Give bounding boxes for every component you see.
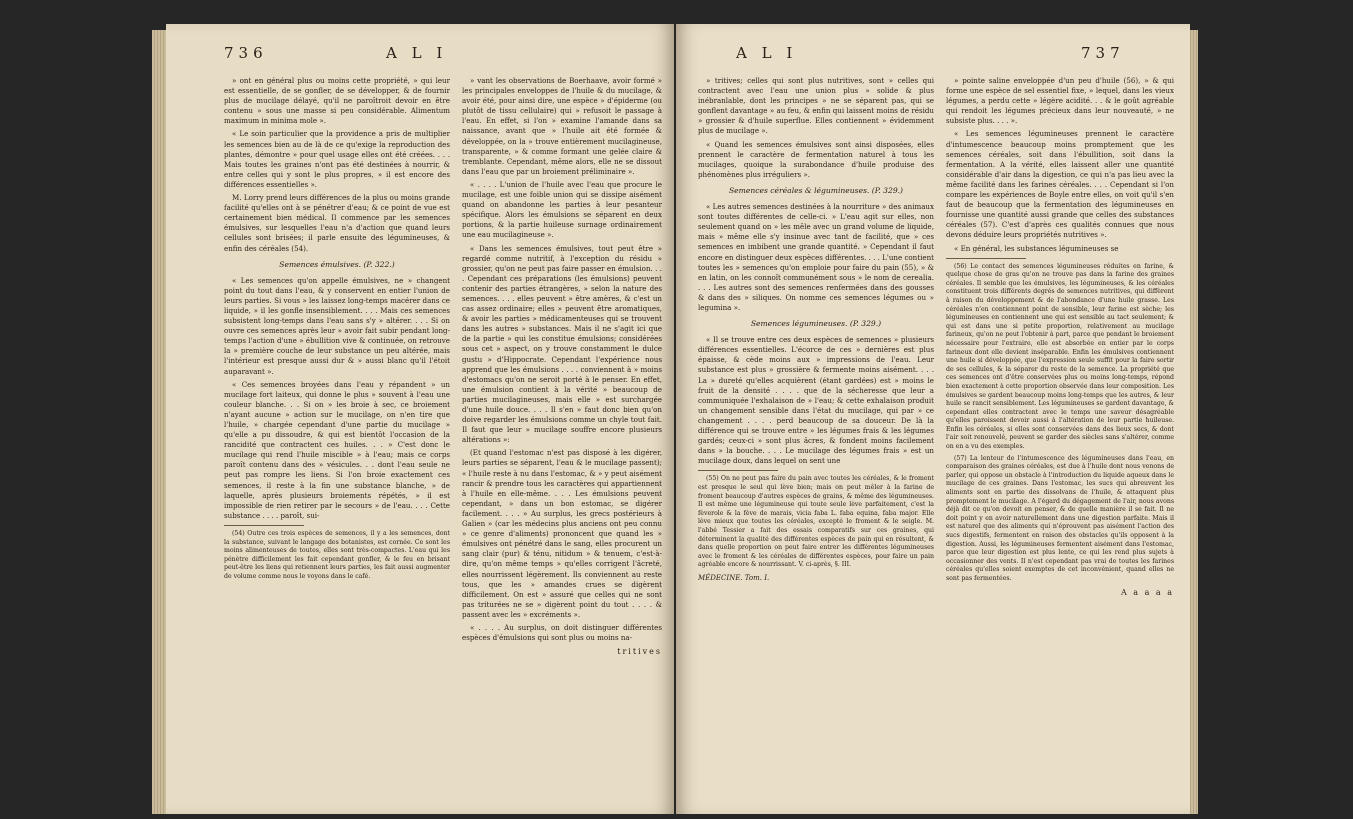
footnote: (55) On ne peut pas faire du pain avec toutes les céréales, & le froment est presque le seul qui lève bien; mais on peut mêler à la farine de froment beaucoup d'autres espèces de grains, & même des légumineuses. Il est même une légumineuse qui toute seule lève parfaitement, c'est la fèverole & la fève de marais, vicia faba L. faba equina, faba major. Elle lève mieux que toutes les céréales, excepté le froment & le seigle. M. l'abbé Tessier a fait des essais comparatifs sur ces graines, qui déterminent la qualité des différentes espèces de pain qui en résultent, & dans quelle proportion on peut faire entrer les différentes légumineuses avec le froment & les céréales de différentes espèces, pour faire un pain agréable encore & nourrissant. V. ci-après, §. III. bbox=[698, 475, 934, 569]
paragraph: « Les autres semences destinées à la nourriture » des animaux sont toutes différentes de celle-ci. » L'eau agit sur elles, non seulement quand on » les mêle avec un grand volume de liquide, mais » même elle s'y insinue avec tant de facilité, que » ces semences en imbibent une grande quantité. » Cependant il faut encore en distinguer deux espèces différentes. . . . L'une contient toutes les » semences qu'on emploie pour faire du pain (55), » & en latin, on les connoît communément sous » le nom de cerealia. . . . Les autres sont des semences renfermées dans des gousses & dans des » siliques. On nomme ces semences légumes ou » legumina ». bbox=[698, 202, 934, 312]
right-page bbox=[676, 24, 1190, 814]
paragraph: » pointe saline enveloppée d'un peu d'huile (56), » & qui forme une espèce de sel essentiel fixe, » lequel, dans les vieux légumes, a perdu cette » légère acidité. . . & le goût agréable qui rendoit les légumes précieux dans leur nouveauté, » ne subsiste plus. . . . ». bbox=[946, 76, 1174, 126]
footnote-rule bbox=[224, 525, 304, 526]
footnote: (56) Le contact des semences légumineuses réduites en farine, & quelque chose de gras qu'on ne trouve pas dans la farine des graines céréales. Il semble que les émulsives, les légumineuses, & les céréales constituent trois différents degrés de semences nutritives, qui diffèrent à raison du développement & de l'abondance d'une huile grasse. Les céréales n'en contiennent point de sensible, leur farine est sèche; les légumineuses en contiennent une qui est sensible au tact seulement; & qui est dans une si petite proportion, relativement au mucilage farineux, qu'on ne peut l'obtenir à part, parce que pendant le broiement nécessaire pour l'extraire, elle est absorbée en entier par le corps farineux dont elle devient inséparable. Enfin les émulsives contiennent une huile si développée, que l'expression seule suffit pour la faire sortir de ses cellules, & la séparer du reste de la semence. La propriété que ces semences ont d'être conservées plus ou moins long-temps, répond bien exactement à cette proportion observée dans leur composition. Les émulsives se gardent beaucoup moins long-temps que les autres, & leur huile se rancit sensiblement. Les légumineuses se gardent davantage, & cependant elles contractent avec le temps une saveur désagréable qu'elles paroissent devoir aussi à l'altération de leur partie huileuse. Enfin les céréales, si elles sont conservées dans des lieux secs, & dont l'air soit renouvelé, peuvent se garder des siècles sans s'altérer, comme on en a vu des exemples. bbox=[946, 262, 1174, 451]
paragraph: « Ces semences broyées dans l'eau y répandent » un mucilage fort laiteux, qui donne le plus » souvent à l'eau une couleur blanche. . . Si on » les broie à sec, ce broiement n'ayant aucune » action sur le mucilage, on n'en tire que l'huile, » chargée cependant d'une partie du mucilage » qu'elle a pu dissoudre, & qui est bientôt l'occasion de la rancidité que contractent ces huiles. . . » C'est donc le mucilage qui rend l'huile miscible » à l'eau; mais ce corps paroît contenu dans des » vésicules. . . dont l'eau seule ne peut pas rompre les liens. Si l'on broie exactement ces semences, il reste à la fin une substance blanche, » de laquelle, après plusieurs broiements répétés, » il est impossible de rien retirer par le secours » de l'eau. . . . Cette substance . . . . paroît, sui- bbox=[224, 379, 450, 520]
right-column-1 bbox=[698, 76, 934, 583]
paragraph: « En général, les substances légumineuses se bbox=[954, 243, 1119, 253]
left-column-1 bbox=[224, 76, 450, 585]
section-heading: Semences légumineuses. (P. 329.) bbox=[750, 319, 882, 329]
paragraph: (Et quand l'estomac n'est pas disposé à les digérer, leurs parties se séparent, l'eau & le mucilage passent); « l'huile reste à nu dans l'estomac, & » y peut aisément rancir & prendre tous les caractères qui appartiennent à l'huile en elle-même. . . . Les émulsions peuvent cependant, » dans un bon estomac, se digérer facilement. . . . » Au surplus, les grecs postérieurs à Galien » (car les médecins plus anciens ont peu connu » ce genre d'aliments) prononcent que quand les » émulsives ont pénétré dans le sang, elles procurent un sang clair (pur) & ténu, nitidum » & tenuem, c'est-à-dire, qu'on même temps » qu'elles corrigent l'âcreté, elles nourrissent légèrement. Ils conviennent au reste tous, que les » amandes crues se digèrent difficilement. On est » assuré que celles qui ne sont pas triturées ne se » digèrent point du tout . . . . & passent avec les » excréments ». bbox=[462, 448, 662, 619]
paragraph: « . . . . L'union de l'huile avec l'eau que procure le mucilage, est une foible union qui se dissipe aisément quand on abandonne les parties à leur pesanteur spécifique. Alors les émulsions se séparent en deux portions, & la partie huileuse surnage ordinairement une eau mucilagineuse ». bbox=[462, 179, 662, 240]
right-page-number: 737 bbox=[1081, 44, 1125, 62]
signature-mark: A a a a a bbox=[1120, 587, 1174, 597]
paragraph: » vant les observations de Boerhaave, avoir formé » les principales enveloppes de l'huile & du mucilage, & avoir été, pour ainsi dire, une espèce » d'épiderme (ou plutôt de tissu cellulaire) qui » refusoit le passage à l'eau. En effet, si l'on » examine l'amande dans sa naissance, avant que » l'huile ait été formée & développée, on la » trouve entièrement mucilagineuse, transparente, » & comme formant une gelée claire & tremblante. Cependant, même alors, elle ne se dissout dans l'eau que par un broiement préliminaire ». bbox=[462, 76, 662, 176]
paragraph: « Les semences qu'on appelle émulsives, ne » changent point du tout dans l'eau, & y conservent en entier l'union de leurs parties. Si vous » les laissez long-temps macérer dans ce liquide, » il les gonfle insensiblement. . . . Mais ces semences subsistent long-temps dans l'eau sans s'y » altérer. . . . Si on ouvre ces semences après leur » avoir fait subir pendant long-temps l'action d'une » ébullition vive & continuée, on retrouve la » première couche de leur substance un peu altérée, mais l'intérieur est presque aussi dur & » aussi blanc qu'il l'étoit auparavant ». bbox=[224, 275, 450, 376]
footnote: (54) Outre ces trois espèces de semences, il y a les semences, dont la substance, suivant le langage des botanistes, est cornée. Ce sont les moins alimenteuses de toutes, elles sont très-compactes. L'eau qui les pénètre difficilement les fait cependant gonfler, & le feu en brisant peut-être les liens qui retiennent leurs parties, les fait aussi augmenter de volume comme nous le voyons dans le café. bbox=[224, 529, 450, 580]
paragraph: « Dans les semences émulsives, tout peut être » regardé comme nutritif, à l'exception du résidu » grossier, qu'on ne peut pas faire passer en émulsion. . . . Cependant ces préparations (les émulsions) peuvent contenir des parties étrangères, » selon la nature des semences. . . . elles peuvent » être amères, & c'est un cas assez ordinaire; elles » peuvent être aromatiques, & avoir les parties » médicamenteuses qui se trouvent dans les autres » substances. Mais il ne s'agit ici que de la partie » qui les constitue émulsions; considérées sous cet » aspect, on y trouve constamment le dulce gustu » d'Hippocrate. Cependant l'expérience nous apprend que les émulsions . . . . conviennent à » moins d'estomacs qu'on ne seroit porté à le penser. En effet, une émulsion contient à la vérité » beaucoup de parties mucilagineuses, mais elle » est surchargée d'une huile douce. . . . Il s'en » faut donc bien qu'on doive regarder les émulsions comme un chyle tout fait. Il faut que leur » mucilage souffre encore plusieurs altérations »: bbox=[462, 243, 662, 445]
left-running-head: A L I bbox=[386, 44, 448, 62]
paragraph: « . . . . Au surplus, on doit distinguer différentes espèces d'émulsions qui sont plus ou moins na- bbox=[462, 622, 662, 643]
right-running-head: A L I bbox=[736, 44, 798, 62]
paragraph: « Quand les semences émulsives sont ainsi disposées, elles prennent le caractère de fermentation naturel à tous les mucilages, quoique la surabondance d'huile produise des phénomènes plus irréguliers ». bbox=[698, 139, 934, 179]
left-column-2 bbox=[462, 76, 662, 657]
paragraph: « Le soin particulier que la providence a pris de multiplier les semences bien au de là de ce qu'exige la reproduction des plantes, démontre » pour quel usage elles ont été créées. . . . Mais toutes les graines n'ont pas été destinées à nourrir, & entre celles qui y sont le plus propres, » il est encore des différences essentielles ». bbox=[224, 129, 450, 189]
paragraph: » ont en général plus ou moins cette propriété, » qui leur est essentielle, de se gonfler, de se développer, & de fournir plus de mucilage délayé, qu'il ne paroîtroit devoir en être contenu » sous une masse si peu considérable. Alimentum maximum in minima mole ». bbox=[224, 76, 450, 126]
section-heading: Semences émulsives. (P. 322.) bbox=[279, 259, 395, 269]
left-page-number: 736 bbox=[224, 44, 268, 62]
footnote-rule bbox=[946, 258, 1026, 259]
paragraph: « Il se trouve entre ces deux espèces de semences » plusieurs différences essentielles. L'écorce de ces » dernières est plus épaisse, & cède moins aux » impressions de l'eau. Leur substance est plus » grossière & fermente moins aisément. . . . La » dureté qu'elles acquièrent (étant gardées) est » moins le fruit de la densité . . . . que de la sécheresse que leur a communiquée l'exhalaison de » l'eau; & cette exhalaison produit un changement sensible dans l'état du mucilage, qui par » ce changement . . . . perd beaucoup de sa douceur. De là la différence qui se trouve entre » les légumes frais & les légumes gardés; ceux-ci » sont plus âcres, & fondent moins facilement dans » la bouche. . . . Le mucilage des légumes frais » est un mucilage doux, dans lequel on sent une bbox=[698, 335, 934, 466]
paragraph: M. Lorry prend leurs différences de la plus ou moins grande facilité qu'elles ont à se pénétrer d'eau; & ce point de vue est certainement bien médical. Il commence par les semences émulsives, sur lesquelles l'eau n'a d'action que quand leurs cellules sont brisées; il parle ensuite des légumineuses, & enfin des céréales (54). bbox=[224, 193, 450, 253]
paragraph: » tritives; celles qui sont plus nutritives, sont » celles qui contractent avec l'eau une union plus » solide & plus inébranlable, dont les principes » ne se séparent pas, qui se gonflent davantage » au feu, & enfin qui laissent moins de résidu » grossier & d'huile superflue. Elles contiennent » évidemment plus de mucilage ». bbox=[698, 76, 934, 136]
catchword: tritives bbox=[617, 647, 662, 657]
footnote-rule bbox=[698, 470, 778, 471]
footnote: (57) La lenteur de l'intumescence des légumineuses dans l'eau, en comparaison des graines céréales, est due à l'huile dont nous venons de parler, qui oppose un obstacle à l'introduction du liquide aqueux dans le mucilage de ces graines. Dans l'estomac, les sucs qui abreuvent les aliments sont en partie des dissolvans de l'huile, & attaquent plus promptement le mucilage. A l'égard du dégagement de l'air, nous avons déjà dit ce qu'on devoit en penser, & de quelle manière il se fait. Il ne doit point y en avoir naturellement dans une digestion parfaite. Mais il est naturel que des aliments qui n'éprouvent pas aisément l'action des sucs digestifs, fermentent en raison des obstacles qu'ils opposent à la digestion. Aussi, les légumineuses fermentent aisément dans l'estomac, parce que leur digestion est plus lente, ce qui les rend plus sujets à occasionner des vents. Il n'est cependant pas vrai de toutes les farines céréales qu'elles soient exemptes de cet inconvénient, quand elles ne sont pas fermentées. bbox=[946, 454, 1174, 582]
signature-line: MÉDECINE. Tom. I. bbox=[698, 573, 770, 582]
section-heading: Semences céréales & légumineuses. (P. 329.) bbox=[728, 185, 904, 195]
paragraph: « Les semences légumineuses prennent le caractère d'intumescence beaucoup moins promptement que les semences céréales, soit dans l'ébullition, soit dans la fermentation. A la vérité, elles laissent aller une quantité considérable d'air dans la digestion, ce qui n'a pas lieu avec la même facilité dans les farines céréales. . . . Cependant si l'on compare les expériences de Boyle entre elles, on voit qu'il s'en faut de beaucoup que la fermentation des légumineuses en fournisse une quantité aussi grande que celles des substances céréales (57). C'est d'après ces qualités connues que nous devons déduire leurs propriétés nutritives ». bbox=[946, 129, 1174, 240]
right-column-2 bbox=[946, 76, 1174, 598]
left-page bbox=[166, 24, 674, 814]
